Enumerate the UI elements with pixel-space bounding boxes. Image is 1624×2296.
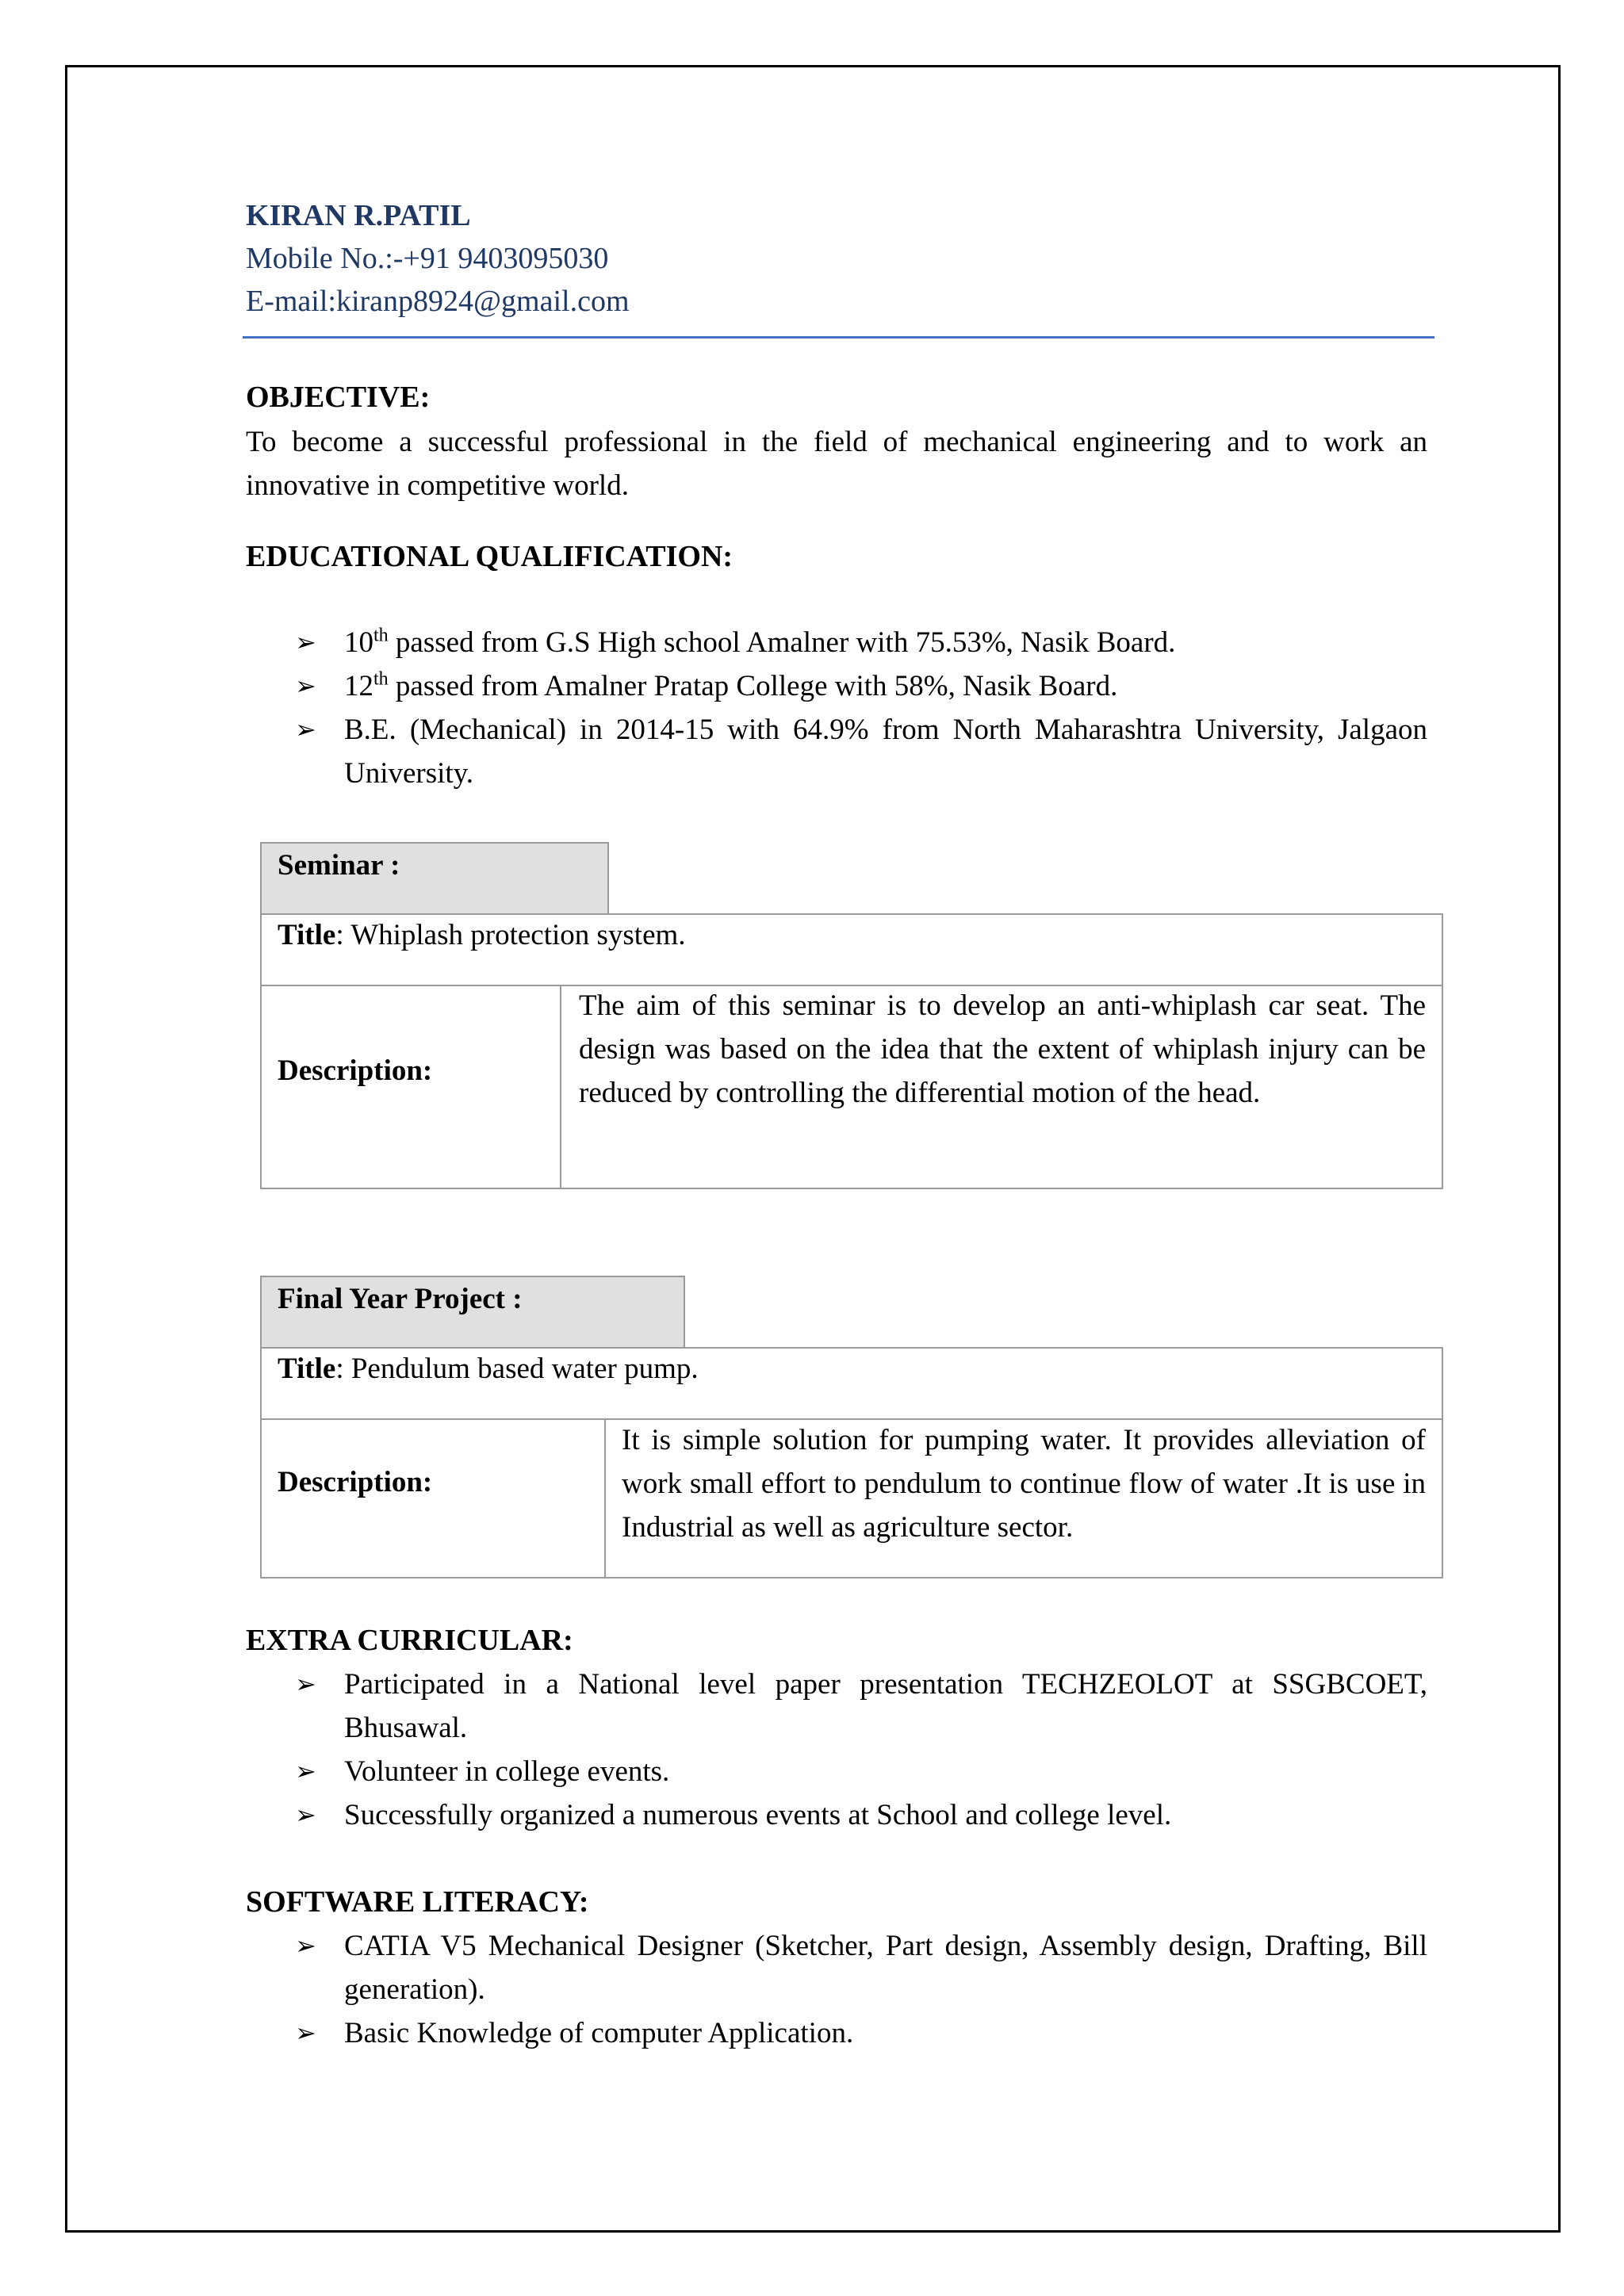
arrow-bullet-icon: ➢: [295, 671, 316, 701]
arrow-bullet-icon: ➢: [295, 1931, 316, 1961]
objective-line-2: innovative in competitive world.: [246, 469, 629, 502]
education-list: [295, 621, 1427, 795]
arrow-bullet-icon: ➢: [295, 2018, 316, 2048]
email-address: E-mail:kiranp8924@gmail.com: [246, 285, 630, 318]
project-title-value: : Pendulum based water pump.: [335, 1353, 699, 1385]
header-divider: [243, 336, 1434, 339]
list-item: ➢ B.E. (Mechanical) in 2014-15 with 64.9% from North Maharashtra University, Jalgaon University.: [295, 708, 1427, 795]
seminar-title-cell: [260, 913, 1443, 986]
header: [246, 194, 1427, 323]
arrow-bullet-icon: ➢: [295, 627, 316, 657]
seminar-description-label: Description:: [278, 1054, 433, 1087]
list-item: ➢ Basic Knowledge of computer Application.: [295, 2011, 1427, 2055]
project-description: It is simple solution for pumping water. It provides alleviation of work small effort to pendulum to continue flow of water .It is use in Industrial as well as agriculture sector.: [622, 1424, 1426, 1544]
arrow-bullet-icon: ➢: [295, 1756, 316, 1786]
arrow-bullet-icon: ➢: [295, 1800, 316, 1830]
extra-curricular-heading: EXTRA CURRICULAR:: [246, 1624, 573, 1657]
list-item: ➢ 12th passed from Amalner Pratap College with 58%, Nasik Board.: [295, 664, 1427, 708]
arrow-bullet-icon: ➢: [295, 714, 316, 744]
candidate-name: KIRAN R.PATIL: [246, 199, 471, 232]
seminar-divider: [560, 985, 561, 1189]
list-item: ➢ CATIA V5 Mechanical Designer (Sketcher, Part design, Assembly design, Drafting, Bill generation).: [295, 1924, 1427, 2011]
project-heading-cell: Final Year Project :: [260, 1276, 685, 1349]
list-item: ➢ 10th passed from G.S High school Amalner with 75.53%, Nasik Board.: [295, 621, 1427, 664]
project-title-cell: [260, 1347, 1443, 1420]
list-item: ➢ Successfully organized a numerous events at School and college level.: [295, 1793, 1427, 1837]
seminar-title-label: Title: [278, 919, 336, 951]
extra-curricular-list: [295, 1663, 1427, 1837]
software-list: [295, 1924, 1427, 2055]
project-divider: [604, 1418, 606, 1578]
objective-line-1: To become a successful professional in the field of mechanical engineering and to work an: [246, 426, 1427, 458]
software-heading: SOFTWARE LITERACY:: [246, 1885, 589, 1919]
seminar-description: The aim of this seminar is to develop an anti-whiplash car seat. The design was based on the idea that the extent of whiplash injury can be reduced by controlling the differential motion of the head.: [579, 989, 1426, 1109]
arrow-bullet-icon: ➢: [295, 1669, 316, 1699]
list-item: ➢ Volunteer in college events.: [295, 1750, 1427, 1793]
seminar-heading-cell: Seminar :: [260, 842, 609, 915]
list-item: ➢ Participated in a National level paper presentation TECHZEOLOT at SSGBCOET, Bhusawal.: [295, 1663, 1427, 1750]
objective-heading: OBJECTIVE:: [246, 381, 431, 414]
project-description-label: Description:: [278, 1466, 433, 1498]
mobile-number: Mobile No.:-+91 9403095030: [246, 242, 609, 275]
education-heading: EDUCATIONAL QUALIFICATION:: [246, 540, 733, 573]
seminar-title-value: : Whiplash protection system.: [335, 919, 686, 951]
project-title-label: Title: [278, 1353, 336, 1385]
objective-text: [246, 420, 1427, 507]
